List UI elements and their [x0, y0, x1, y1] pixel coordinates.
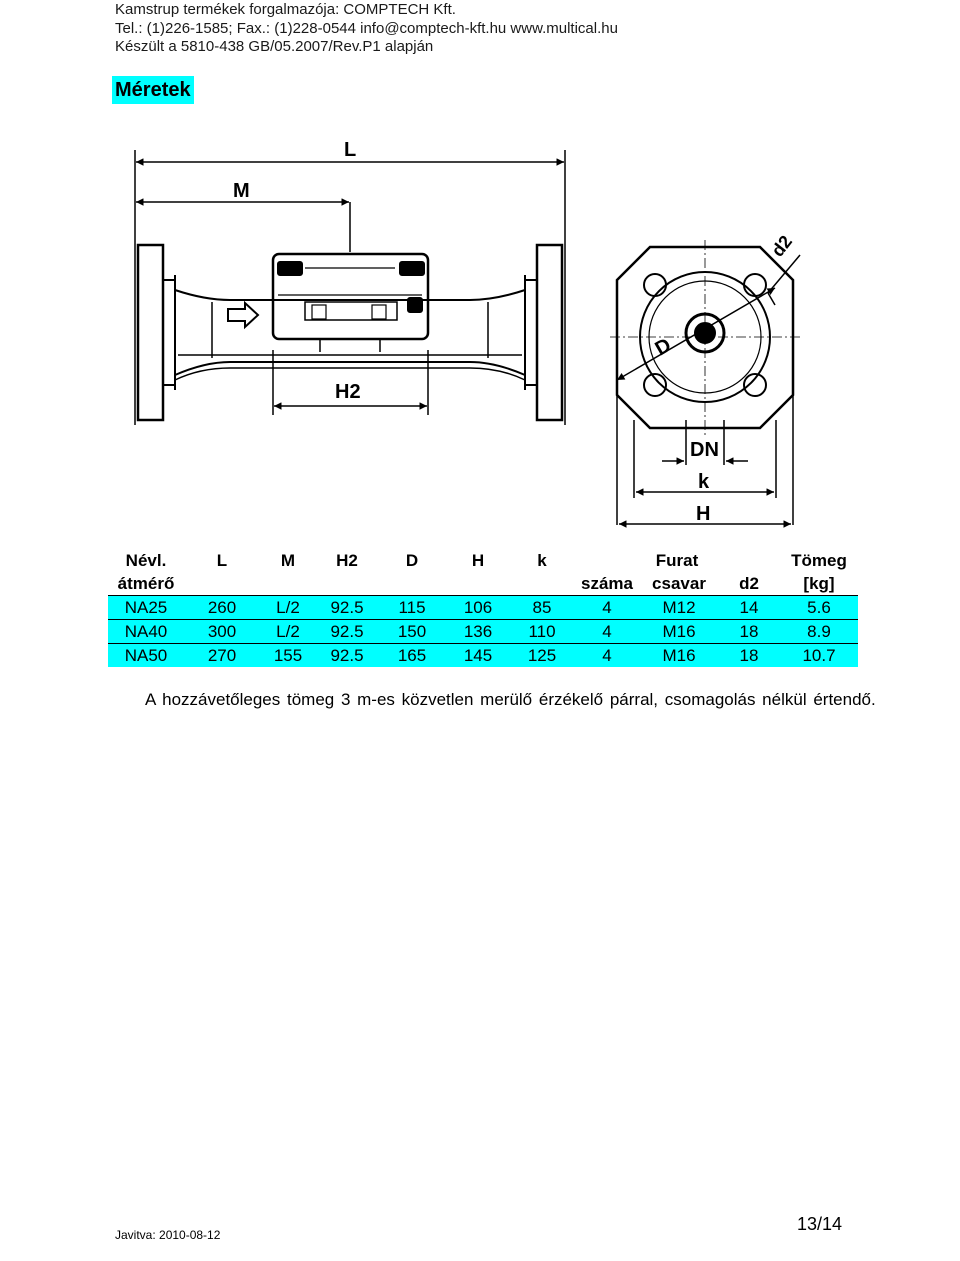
label-m: M: [233, 180, 250, 202]
table-cell: L/2: [260, 596, 316, 620]
header-cell: D: [405, 551, 419, 570]
label-d2: d2: [767, 231, 797, 261]
page-number: 13/14: [797, 1214, 843, 1234]
table-cell: 4: [574, 596, 640, 620]
header-cell: Névl.: [125, 551, 167, 570]
label-h2: H2: [335, 381, 361, 403]
table-cell: 92.5: [316, 596, 378, 620]
header-cell: H2: [336, 551, 358, 570]
header-cell: Tömeg: [791, 551, 847, 570]
table-cell: 18: [718, 620, 780, 644]
label-dn: DN: [690, 439, 719, 461]
table-cell: 85: [510, 596, 574, 620]
table-cell: 150: [378, 620, 446, 644]
header-company-line: Kamstrup termékek forgalmazója: COMPTECH Kft.: [115, 1, 456, 18]
table-cell: 165: [378, 644, 446, 668]
table-cell: M12: [640, 596, 718, 620]
dimensions-table: [108, 549, 858, 667]
header-cell: k: [537, 551, 547, 570]
table-cell: 92.5: [316, 620, 378, 644]
table-cell: 92.5: [316, 644, 378, 668]
header-source-line: Készült a 5810-438 GB/05.2007/Rev.P1 alapján: [115, 38, 434, 55]
revision-date: Javitva: 2010-08-12: [115, 1228, 221, 1242]
header-contact-line: Tel.: (1)226-1585; Fax.: (1)228-0544 info@comptech-kft.hu www.multical.hu: [115, 20, 618, 37]
header-cell: átmérő: [117, 574, 175, 593]
weight-note: A hozzávetőleges tömeg 3 m-es közvetlen merülő érzékelő párral, csomagolás nélkül értendő.: [145, 690, 876, 709]
header-cell: d2: [739, 574, 759, 593]
table-header-row-1: [108, 549, 858, 572]
table-cell: 110: [510, 620, 574, 644]
label-h: H: [696, 503, 711, 525]
table-cell: 145: [446, 644, 510, 668]
header-cell: M: [280, 551, 296, 570]
table-cell: 136: [446, 620, 510, 644]
table-cell: 106: [446, 596, 510, 620]
header-cell-furat: Furat: [655, 551, 699, 570]
table-row: [108, 644, 858, 668]
table-cell: 270: [184, 644, 260, 668]
table-cell: M16: [640, 620, 718, 644]
header-cell: [kg]: [803, 574, 835, 593]
table-cell: NA25: [108, 596, 184, 620]
table-row: [108, 596, 858, 620]
table-cell: 8.9: [780, 620, 858, 644]
technical-drawing: [0, 130, 960, 535]
header-cell: H: [471, 551, 485, 570]
table-cell: NA40: [108, 620, 184, 644]
table-cell: 4: [574, 644, 640, 668]
table-row: [108, 620, 858, 644]
header-cell: száma: [581, 574, 633, 593]
table-cell: 4: [574, 620, 640, 644]
table-cell: 125: [510, 644, 574, 668]
table-cell: 10.7: [780, 644, 858, 668]
label-l: L: [344, 139, 357, 161]
table-cell: 14: [718, 596, 780, 620]
table-cell: 18: [718, 644, 780, 668]
table-cell: 115: [378, 596, 446, 620]
section-title: Méretek: [112, 76, 194, 104]
table-cell: 5.6: [780, 596, 858, 620]
header-cell: L: [216, 551, 228, 570]
table-cell: M16: [640, 644, 718, 668]
header-cell: csavar: [652, 574, 706, 593]
table-cell: L/2: [260, 620, 316, 644]
table-cell: 260: [184, 596, 260, 620]
table-cell: NA50: [108, 644, 184, 668]
table-header-row-2: [108, 572, 858, 596]
table-cell: 155: [260, 644, 316, 668]
label-d: D: [651, 334, 676, 361]
label-k: k: [698, 471, 710, 493]
table-cell: 300: [184, 620, 260, 644]
